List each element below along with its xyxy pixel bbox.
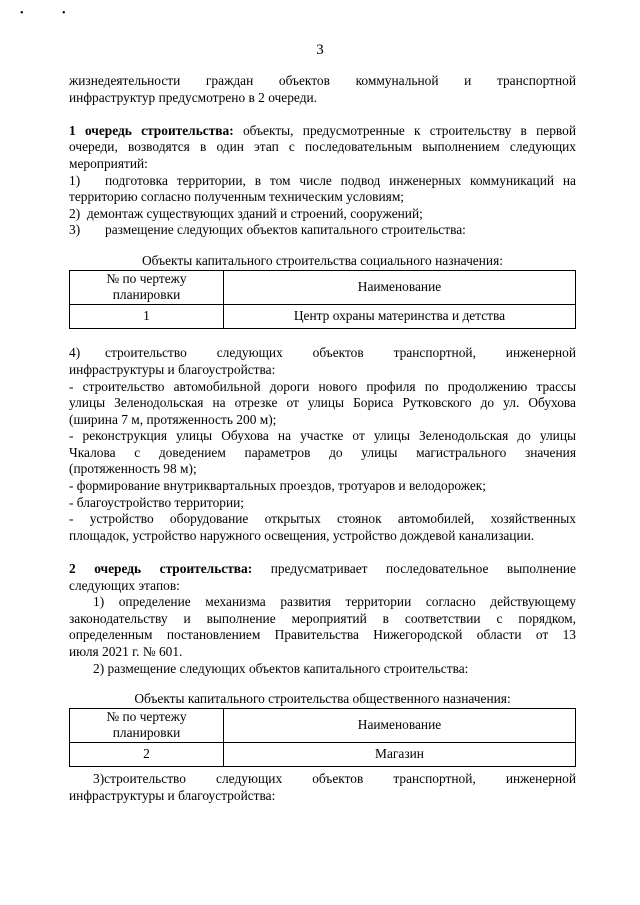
bullet-line: - реконструкция улицы Обухова на участке от улицы Зеленодольская до улицы — [69, 428, 576, 444]
objects-table-public — [69, 708, 576, 767]
list-item — [69, 345, 576, 362]
paragraph-line: определенным постановлением Правительства Нижегородской области от 13 — [69, 627, 576, 643]
table-header-cell: № по чертежу планировки — [70, 270, 224, 304]
paragraph-line: 2) размещение следующих объектов капитального строительства: — [93, 660, 469, 676]
list-item — [69, 173, 576, 190]
list-item — [69, 222, 576, 239]
document-body — [69, 73, 576, 804]
list-text: размещение следующих объектов капитального строительства: — [105, 222, 466, 238]
table-caption: Объекты капитального строительства социального назначения: — [142, 252, 503, 268]
paragraph-line: июля 2021 г. № 601. — [69, 644, 183, 659]
paragraph-line: инфраструктуры и благоустройства: — [69, 787, 276, 803]
bullet-line: - формирование внутриквартальных проездов, тротуаров и велодорожек; — [69, 478, 486, 494]
objects-table-social — [69, 270, 576, 329]
bullet-line: Чкалова с доведением параметров до улицы магистрального значения — [69, 444, 576, 460]
paragraph-line: предусматривает последовательное выполнение — [252, 561, 576, 577]
stage2-title: 2 очередь строительства: — [69, 561, 253, 577]
list-number: 4) — [69, 345, 81, 361]
list-text: строительство следующих объектов транспортной, инженерной — [105, 345, 576, 361]
stage1-title: 1 очередь строительства: — [69, 122, 234, 138]
table-cell: 2 — [70, 742, 224, 766]
bullet-line: (протяженность 98 м); — [69, 461, 197, 477]
list-text: инфраструктуры и благоустройства: — [69, 361, 276, 377]
paragraph-line: законодательству и выполнение мероприятий в соответствии с порядком, — [69, 610, 576, 626]
bullet-line: - строительство автомобильной дороги нового профиля по продолжению трассы — [69, 378, 576, 394]
list-number: 3) — [69, 222, 81, 238]
list-item — [69, 206, 576, 223]
table-cell: Магазин — [224, 742, 576, 766]
stage1-heading — [69, 123, 576, 140]
table-header-row — [70, 708, 576, 742]
list-text: подготовка территории, в том числе подвод инженерных коммуникаций на — [105, 172, 576, 188]
paragraph-line: объекты, предусмотренные к строительству в первой — [233, 122, 576, 138]
list-text: демонтаж существующих зданий и строений, сооружений; — [86, 205, 423, 221]
table-row — [70, 304, 576, 328]
bullet-line: - устройство оборудование открытых стоянок автомобилей, хозяйственных — [69, 511, 576, 527]
bullet-line: улицы Зеленодольская на отрезке от улицы Бориса Рутковского до ул. Обухова — [69, 395, 576, 411]
list-number: 2) — [69, 205, 81, 221]
bullet-line: площадок, устройство наружного освещения, устройство дождевой канализации. — [69, 527, 535, 543]
list-text: территорию согласно полученным техническим условиям; — [69, 189, 405, 205]
paragraph-line: очереди, возводятся в один этап с последовательным выполнением следующих — [69, 139, 576, 155]
table-row — [70, 742, 576, 766]
bullet-line: - благоустройство территории; — [69, 494, 245, 510]
page-number: 3 — [316, 42, 324, 58]
scan-marks: • • — [20, 8, 84, 19]
table-header-row — [70, 270, 576, 304]
paragraph-line: следующих этапов: — [69, 577, 180, 593]
paragraph-line: жизнедеятельности граждан объектов коммунальной и транспортной — [69, 73, 576, 88]
table-header-cell: Наименование — [224, 708, 576, 742]
table-caption: Объекты капитального строительства общественного назначения: — [134, 691, 511, 707]
bullet-line: (ширина 7 м, протяженность 200 м); — [69, 411, 277, 427]
table-cell: 1 — [70, 304, 224, 328]
paragraph-line: инфраструктур предусмотрено в 2 очереди. — [69, 89, 318, 105]
table-cell: Центр охраны материнства и детства — [224, 304, 576, 328]
paragraph-line: 3)строительство следующих объектов транспортной, инженерной — [93, 770, 576, 786]
paragraph-line: мероприятий: — [69, 155, 148, 171]
list-number: 1) — [69, 172, 81, 188]
stage2-heading — [69, 561, 576, 578]
table-header-cell: Наименование — [224, 270, 576, 304]
table-header-cell: № по чертежу планировки — [70, 708, 224, 742]
paragraph-line: 1) определение механизма развития территории согласно действующему — [93, 594, 576, 610]
